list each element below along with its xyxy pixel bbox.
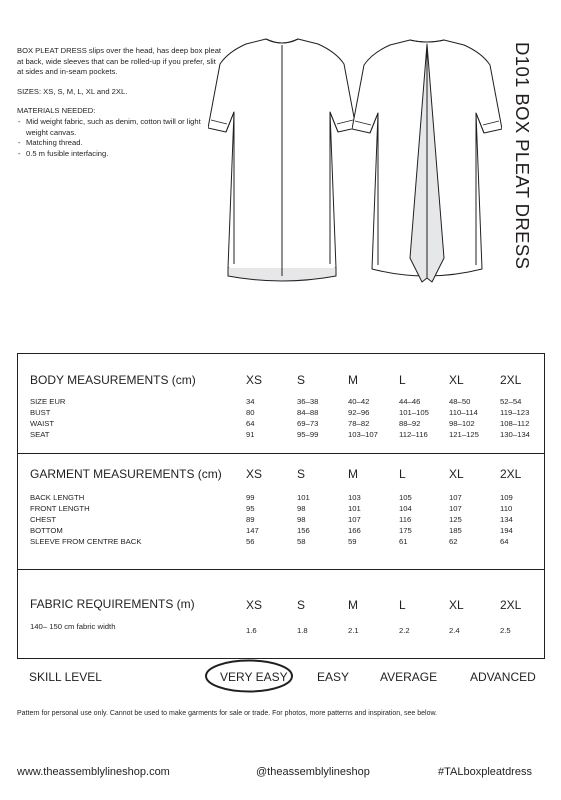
fabric-cell: 2.1	[348, 626, 359, 635]
pattern-description	[17, 46, 222, 159]
body-cell: 40–42	[348, 397, 370, 406]
garment-cell: 56	[246, 537, 255, 546]
skill-level-label: SKILL LEVEL	[29, 670, 102, 684]
materials-title: MATERIALS NEEDED:	[17, 106, 96, 116]
size-header-s: S	[297, 373, 306, 387]
sizes-line: SIZES: XS, S, M, L, XL and 2XL.	[17, 86, 128, 96]
garment-cell: 166	[348, 526, 361, 535]
garment-cell: 98	[297, 504, 306, 513]
garment-measurements-title: GARMENT MEASUREMENTS (cm)	[30, 467, 222, 481]
body-cell: 34	[246, 397, 255, 406]
body-cell: 52–54	[500, 397, 522, 406]
garment-row-label: SLEEVE FROM CENTRE BACK	[30, 537, 142, 546]
garment-cell: 105	[399, 493, 412, 502]
garment-cell: 95	[246, 504, 255, 513]
size-header-xl: XL	[449, 598, 464, 612]
body-cell: 108–112	[500, 419, 530, 428]
garment-cell: 103	[348, 493, 361, 502]
size-header-xs: XS	[246, 373, 263, 387]
body-cell: 78–82	[348, 419, 370, 428]
dress-front-sketch	[208, 32, 356, 294]
garment-cell: 110	[500, 504, 513, 513]
garment-cell: 58	[297, 537, 306, 546]
body-cell: 112–116	[399, 430, 428, 439]
footer-handle: @theassemblylineshop	[256, 766, 370, 778]
body-row-label: SEAT	[30, 430, 50, 439]
garment-cell: 64	[500, 537, 509, 546]
skill-easy: EASY	[317, 670, 350, 684]
body-cell: 95–99	[297, 430, 319, 439]
garment-cell: 62	[449, 537, 458, 546]
size-header-xs: XS	[246, 598, 263, 612]
body-cell: 84–88	[297, 408, 319, 417]
skill-average: AVERAGE	[380, 670, 438, 684]
body-cell: 69–73	[297, 419, 319, 428]
pattern-title-vertical	[500, 42, 560, 292]
garment-cell: 59	[348, 537, 357, 546]
garment-cell: 185	[449, 526, 462, 535]
garment-cell: 99	[246, 493, 255, 502]
material-item: - 0.5 m fusible interfacing.	[17, 149, 222, 160]
body-cell: 121–125	[449, 430, 479, 439]
fabric-cell: 1.6	[246, 626, 257, 635]
pattern-title: D101 BOX PLEAT DRESS	[512, 42, 533, 270]
body-cell: 80	[246, 408, 255, 417]
section-divider	[18, 569, 544, 570]
size-header-xl: XL	[449, 467, 464, 481]
garment-cell: 109	[500, 493, 513, 502]
body-cell: 48–50	[449, 397, 471, 406]
body-row-label: BUST	[30, 408, 51, 417]
size-header-l: L	[399, 373, 406, 387]
body-cell: 92–96	[348, 408, 370, 417]
size-header-2xl: 2XL	[500, 373, 522, 387]
fabric-row-label: 140– 150 cm fabric width	[30, 622, 116, 631]
body-cell: 103–107	[348, 430, 378, 439]
size-header-m: M	[348, 467, 358, 481]
body-cell: 101–105	[399, 408, 429, 417]
body-cell: 110–114	[449, 408, 478, 417]
garment-cell: 107	[449, 493, 462, 502]
size-header-l: L	[399, 598, 406, 612]
material-item: - Mid weight fabric, such as denim, cotton twill or light weight canvas.	[17, 117, 222, 138]
description-intro: BOX PLEAT DRESS slips over the head, has deep box pleat at back, wide sleeves that can be rolled-up if you prefer, slit at sides and in-seam pockets.	[17, 46, 222, 77]
size-header-2xl: 2XL	[500, 598, 522, 612]
material-item: - Matching thread.	[17, 138, 222, 149]
garment-cell: 125	[449, 515, 462, 524]
body-cell: 119–123	[500, 408, 530, 417]
garment-cell: 101	[348, 504, 361, 513]
garment-cell: 175	[399, 526, 412, 535]
body-measurements-title: BODY MEASUREMENTS (cm)	[30, 373, 196, 387]
garment-cell: 194	[500, 526, 513, 535]
garment-cell: 134	[500, 515, 513, 524]
garment-cell: 101	[297, 493, 310, 502]
size-header-2xl: 2XL	[500, 467, 522, 481]
garment-cell: 98	[297, 515, 306, 524]
size-header-xs: XS	[246, 467, 263, 481]
body-row-label: SIZE EUR	[30, 397, 66, 406]
body-cell: 64	[246, 419, 255, 428]
fabric-requirements-title: FABRIC REQUIREMENTS (m)	[30, 597, 195, 611]
body-cell: 44–46	[399, 397, 421, 406]
size-header-m: M	[348, 373, 358, 387]
skill-very-easy: VERY EASY	[220, 670, 288, 684]
size-header-s: S	[297, 598, 306, 612]
garment-row-label: FRONT LENGTH	[30, 504, 90, 513]
garment-cell: 107	[449, 504, 462, 513]
materials-list	[17, 117, 222, 159]
garment-row-label: BOTTOM	[30, 526, 63, 535]
garment-cell: 107	[348, 515, 361, 524]
footer-website: www.theassemblylineshop.com	[17, 766, 170, 778]
skill-advanced: ADVANCED	[470, 670, 536, 684]
body-cell: 98–102	[449, 419, 475, 428]
body-cell: 91	[246, 430, 255, 439]
fabric-cell: 2.4	[449, 626, 460, 635]
garment-cell: 104	[399, 504, 412, 513]
body-cell: 130–134	[500, 430, 530, 439]
usage-disclaimer: Pattern for personal use only. Cannot be used to make garments for sale or trade. For photos, more patterns and inspiration, see below.	[17, 710, 438, 717]
body-row-label: WAIST	[30, 419, 55, 428]
size-header-xl: XL	[449, 373, 464, 387]
body-cell: 36–38	[297, 397, 319, 406]
fabric-cell: 2.2	[399, 626, 410, 635]
garment-cell: 61	[399, 537, 408, 546]
garment-cell: 156	[297, 526, 310, 535]
dress-back-sketch	[352, 32, 502, 294]
size-header-l: L	[399, 467, 406, 481]
garment-cell: 89	[246, 515, 255, 524]
fabric-cell: 1.8	[297, 626, 308, 635]
size-header-s: S	[297, 467, 306, 481]
size-header-m: M	[348, 598, 358, 612]
garment-cell: 147	[246, 526, 259, 535]
garment-row-label: BACK LENGTH	[30, 493, 85, 502]
footer-hashtag: #TALboxpleatdress	[438, 766, 532, 778]
fabric-cell: 2.5	[500, 626, 511, 635]
body-cell: 88–92	[399, 419, 421, 428]
measurements-table	[17, 353, 545, 659]
garment-cell: 116	[399, 515, 412, 524]
garment-row-label: CHEST	[30, 515, 57, 524]
section-divider	[18, 453, 544, 454]
